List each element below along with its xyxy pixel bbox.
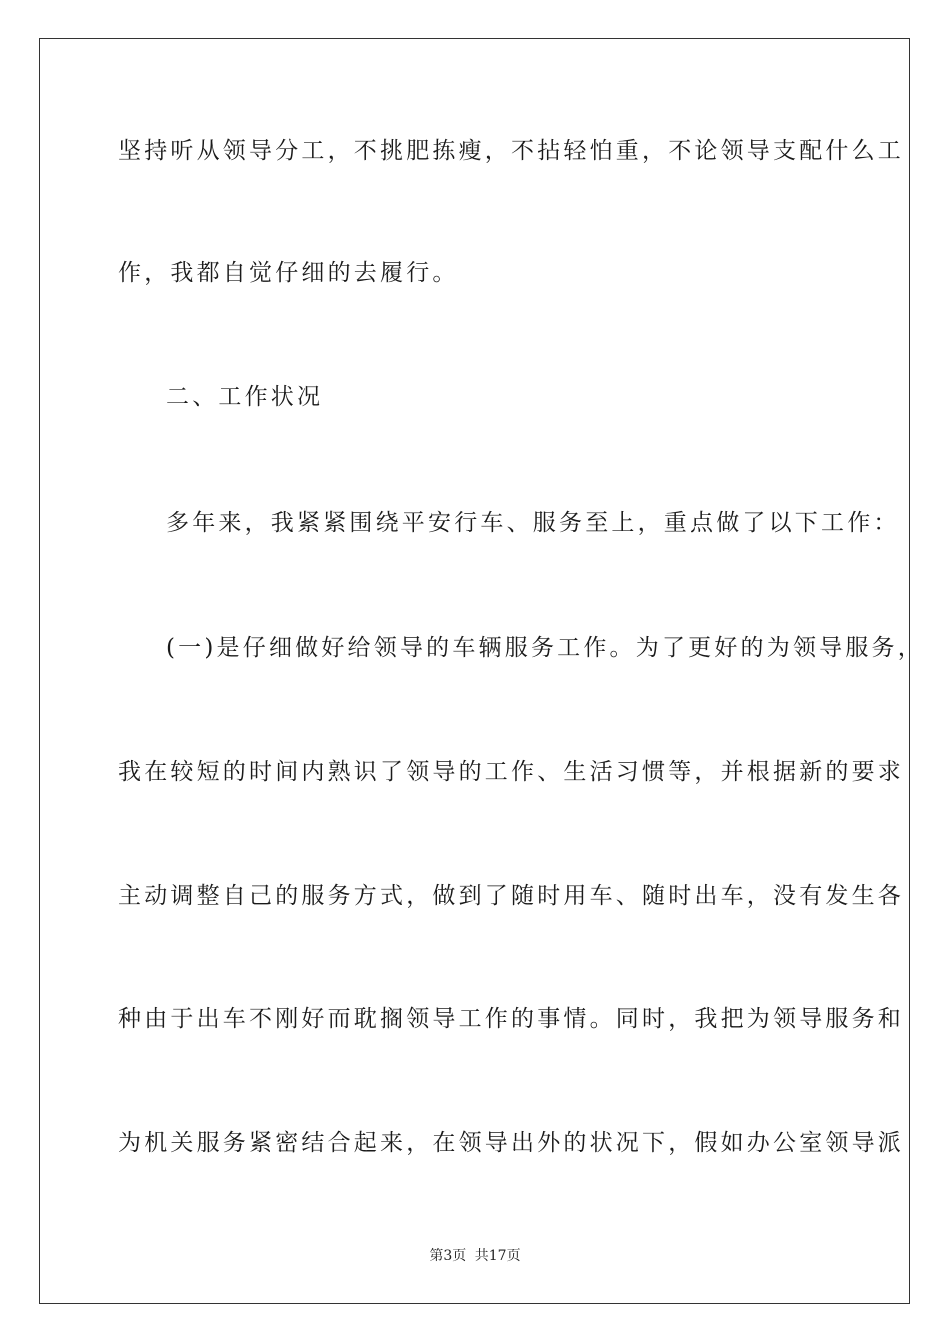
page-number: 第3页 bbox=[429, 1248, 467, 1264]
page-total: 共17页 bbox=[474, 1248, 521, 1264]
body-line-4: 多年来，我紧紧围绕平安行车、服务至上，重点做了以下工作： bbox=[166, 510, 900, 536]
page-border bbox=[39, 38, 910, 1304]
body-line-2: 作，我都自觉仔细的去履行。 bbox=[118, 260, 459, 286]
body-line-6: 我在较短的时间内熟识了领导的工作、生活习惯等，并根据新的要求 bbox=[118, 759, 904, 785]
page-footer bbox=[0, 1246, 950, 1266]
section-heading: 二、工作状况 bbox=[166, 384, 324, 410]
body-line-9: 为机关服务紧密结合起来，在领导出外的状况下，假如办公室领导派 bbox=[118, 1130, 904, 1156]
body-line-1: 坚持听从领导分工，不挑肥拣瘦，不拈轻怕重，不论领导支配什么工 bbox=[118, 138, 904, 164]
body-line-8: 种由于出车不刚好而耽搁领导工作的事情。同时，我把为领导服务和 bbox=[118, 1006, 904, 1032]
body-line-7: 主动调整自己的服务方式，做到了随时用车、随时出车，没有发生各 bbox=[118, 883, 904, 909]
body-line-5: (一)是仔细做好给领导的车辆服务工作。为了更好的为领导服务， bbox=[166, 635, 924, 661]
